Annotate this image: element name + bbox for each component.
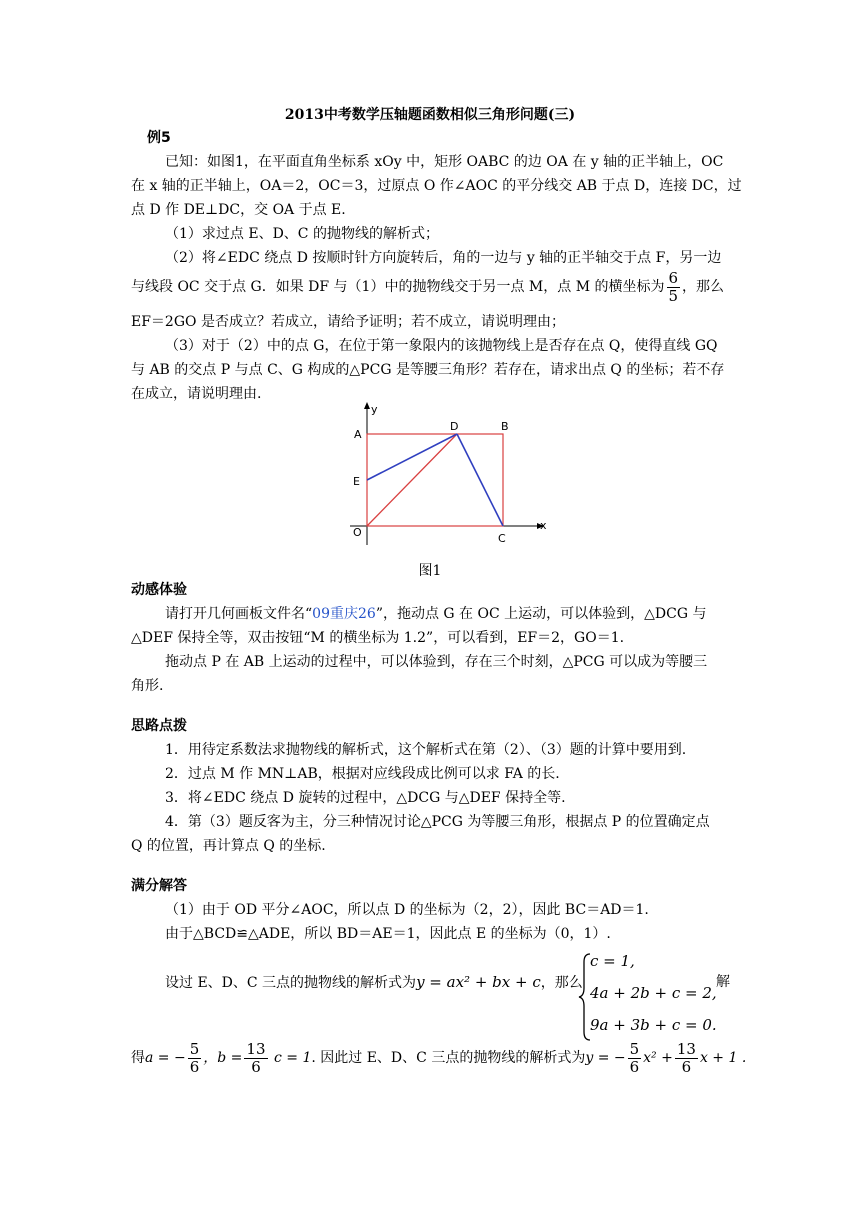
question-2-line-3: EF＝2GO 是否成立？若成立，请给予证明；若不成立，请说明理由； [131, 314, 565, 330]
solution-3-pre: 设过 E、D、C 三点的抛物线的解析式为 [165, 975, 417, 991]
label-e: E [353, 475, 360, 488]
hint-item-4-line-1: 4．第（3）题反客为主，分三种情况讨论△PCG 为等腰三角形，根据点 P 的位置确定点 [165, 814, 710, 830]
fraction-numerator: 13 [246, 1039, 266, 1058]
fraction-numerator: 6 [668, 268, 679, 287]
question-2-line-1: （2）将∠EDC 绕点 D 按顺时针方向旋转后，角的一边与 y 轴的正半轴交于点 F，另一边 [165, 250, 722, 266]
fraction-numerator: 5 [189, 1039, 200, 1058]
hint-item-2: 2．过点 M 作 MN⊥AB，根据对应线段成比例可以求 FA 的长. [165, 766, 560, 782]
fraction-denominator: 6 [189, 1057, 200, 1076]
coefficient-c: c = 1 [273, 1050, 312, 1066]
fraction-numerator: 13 [676, 1039, 696, 1058]
label-y: y [371, 403, 378, 416]
hint-item-1: 1．用待定系数法求抛物线的解析式，这个解析式在第（2）、（3）题的计算中要用到. [165, 742, 687, 758]
geometry-file-link[interactable]: 09重庆26 [312, 606, 376, 622]
label-a: A [354, 428, 362, 441]
experience-post: ”，拖动点 G 在 OC 上运动，可以体验到，△DCG 与 [375, 606, 707, 622]
question-3-line-2: 与 AB 的交点 P 与点 C、G 构成的△PCG 是等腰三角形？若存在，请求出点 Q 的坐标；若不存 [131, 362, 725, 378]
solution-3-mid: ，那么 [540, 975, 583, 991]
label-o: O [353, 526, 362, 539]
fraction-denominator: 6 [251, 1057, 261, 1076]
fraction-b [244, 1041, 267, 1076]
q2-text-pre: 与线段 OC 交于点 G．如果 DF 与（1）中的抛物线交于另一点 M，点 M 的横坐标为 [131, 279, 665, 295]
section-heading-experience: 动感体验 [131, 582, 187, 598]
hint-item-4-line-2: Q 的位置，再计算点 Q 的坐标. [131, 838, 326, 854]
fraction-denominator: 6 [629, 1057, 640, 1076]
parabola-x2-term: x² + [643, 1050, 673, 1066]
coefficient-a: a = − [145, 1050, 186, 1066]
segment-ed [367, 434, 457, 480]
experience-line-4: 角形. [131, 678, 164, 694]
solution-3-post: 解 [716, 974, 730, 990]
label-c: C [498, 532, 506, 545]
equation-2: 4a + 2b + c = 2, [590, 984, 717, 1002]
parabola-tail: x + 1 . [699, 1050, 747, 1066]
section-heading-hints: 思路点拨 [131, 718, 187, 734]
fraction-denominator: 5 [668, 286, 679, 305]
question-3-line-3: 在成立，请说明理由. [131, 386, 262, 402]
fraction-a [188, 1041, 202, 1076]
figure-caption: 图1 [418, 563, 442, 579]
fraction-x [675, 1041, 698, 1076]
y-axis-arrow [364, 402, 370, 409]
question-2-line-2 [131, 268, 731, 306]
parabola-general-form: y = ax² + bx + c [416, 973, 541, 991]
experience-line-3: 拖动点 P 在 AB 上运动的过程中，可以体验到，存在三个时刻，△PCG 可以成为等腰三 [165, 654, 708, 670]
solution-line-4 [131, 1038, 747, 1078]
experience-line-1 [165, 604, 765, 624]
problem-line-3: 点 D 作 DE⊥DC，交 OA 于点 E. [131, 202, 346, 218]
label-x: x [540, 519, 547, 532]
figure-1 [340, 400, 560, 550]
equation-1: c = 1, [590, 952, 635, 970]
fraction-numerator: 5 [629, 1039, 640, 1058]
problem-line-2: 在 x 轴的正半轴上，OA＝2，OC＝3，过原点 O 作∠AOC 的平分线交 AB 于点 D，连接 DC，过 [131, 178, 742, 194]
solution-4-de: 得 [131, 1050, 145, 1066]
label-b: B [501, 420, 509, 433]
parabola-y: y = − [585, 1050, 626, 1066]
fraction-6-5 [667, 270, 681, 305]
q2-text-post: ，那么 [682, 279, 725, 295]
problem-line-1: 已知：如图1，在平面直角坐标系 xOy 中，矩形 OABC 的边 OA 在 y 轴的正半轴上，OC [165, 154, 724, 170]
label-d: D [450, 420, 459, 433]
question-3-line-1: （3）对于（2）中的点 G，在位于第一象限内的该抛物线上是否存在点 Q，使得直线 GQ [165, 338, 718, 354]
section-heading-solution: 满分解答 [131, 878, 187, 894]
segment-dc [457, 434, 503, 526]
hint-item-3: 3．将∠EDC 绕点 D 旋转的过程中，△DCG 与△DEF 保持全等. [165, 790, 566, 806]
fraction-denominator: 6 [681, 1057, 692, 1076]
solution-4-mid: . 因此过 E、D、C 三点的抛物线的解析式为 [311, 1050, 586, 1066]
rectangle-oabc [367, 434, 503, 526]
segment-od [367, 434, 457, 526]
fraction-x2 [628, 1041, 642, 1076]
solution-line-1: （1）由于 OD 平分∠AOC，所以点 D 的坐标为（2，2），因此 BC＝AD＝1. [165, 902, 649, 918]
document-title: 2013中考数学压轴题函数相似三角形问题(三) [284, 107, 576, 123]
equation-3: 9a + 3b + c = 0. [590, 1016, 717, 1034]
coefficient-b: ，b = [203, 1050, 243, 1066]
experience-line-2: △DEF 保持全等，双击按钮“M 的横坐标为 1.2”，可以看到，EF＝2，GO＝1. [131, 630, 625, 646]
solution-line-2: 由于△BCD≌△ADE，所以 BD＝AE＝1，因此点 E 的坐标为（0，1）. [165, 926, 611, 942]
example-label: 例5 [147, 130, 171, 146]
question-1: （1）求过点 E、D、C 的抛物线的解析式； [165, 226, 439, 242]
experience-pre: 请打开几何画板文件名“ [165, 606, 313, 622]
